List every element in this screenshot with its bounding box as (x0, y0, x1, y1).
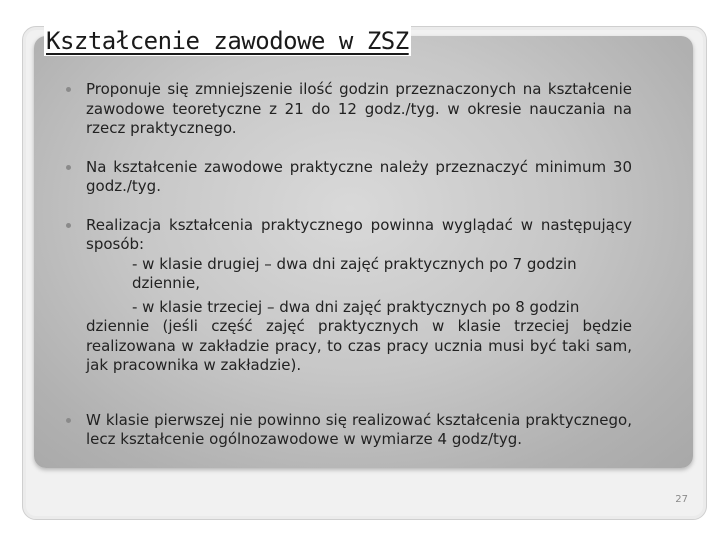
bullet-subline: - w klasie drugiej – dwa dni zajęć praktycznych po 7 godzin dziennie, (132, 254, 577, 292)
bullet-icon (66, 223, 71, 228)
bullet-icon (66, 87, 71, 92)
bullet-text: W klasie pierwszej nie powinno się realizować kształcenia praktycznego, lecz kształcenie ogólnozawodowe w wymiarze 4 godz/tyg. (86, 410, 632, 448)
bullet-icon (66, 418, 71, 423)
bullet-item-3 (66, 216, 632, 376)
page-number: 27 (675, 494, 688, 505)
bullet-list (66, 80, 632, 450)
bullet-item-4 (66, 411, 632, 450)
bullet-text: Proponuje się zmniejszenie ilość godzin przeznaczonych na kształcenie zawodowe teoretyczne z 21 do 12 godz./tyg. w okresie nauczania na rzecz praktycznego. (86, 80, 632, 137)
bullet-subline: dziennie (jeśli część zajęć praktycznych w klasie trzeciej będzie realizowana w zakładzie pracy, to czas pracy ucznia musi być taki sam, jak pracownika w zakładzie). (86, 317, 632, 374)
bullet-item-2 (66, 158, 632, 197)
bullet-text: Na kształcenie zawodowe praktyczne należy przeznaczyć minimum 30 godz./tyg. (86, 157, 632, 195)
bullet-item-1 (66, 80, 632, 139)
slide-title: Kształcenie zawodowe w ZSZ (46, 27, 409, 55)
bullet-text: Realizacja kształcenia praktycznego powinna wyglądać w następujący sposób: (86, 215, 632, 253)
bullet-subline: - w klasie trzeciej – dwa dni zajęć praktycznych po 8 godzin (132, 297, 580, 316)
bullet-icon (66, 165, 71, 170)
